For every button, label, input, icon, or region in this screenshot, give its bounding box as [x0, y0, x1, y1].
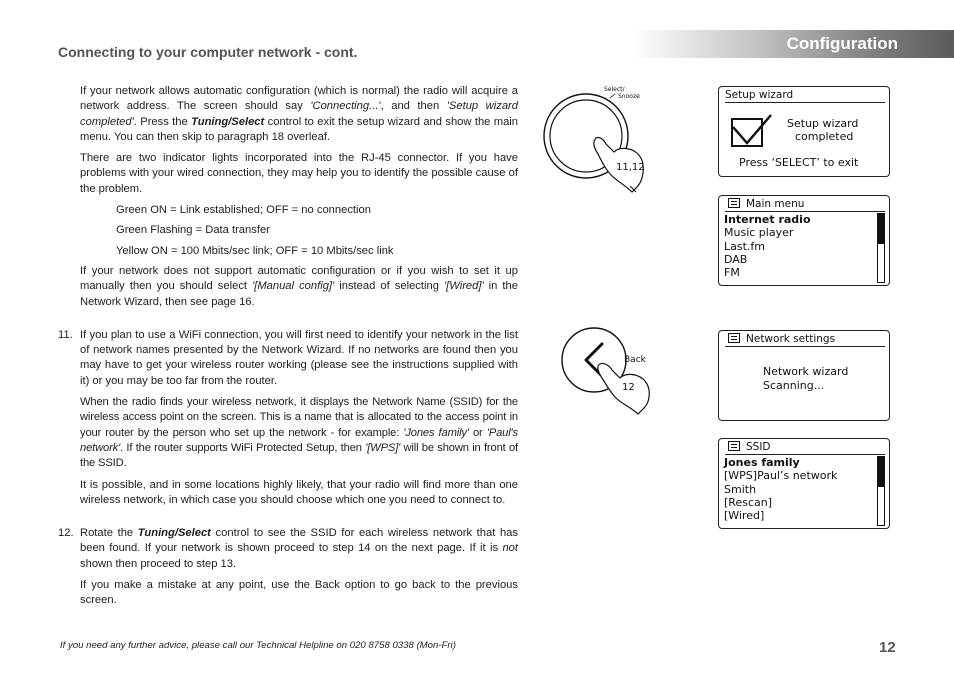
screen-title: SSID [725, 441, 885, 455]
step-number: 12. [58, 527, 74, 540]
menu-icon [728, 333, 740, 343]
paragraph-manual-config: If your network does not support automatic configuration or if you wish to set it up manually then you should select '[Manual config]' instead of selecting '[Wired]' in the Network Wizard, then see page 16. [80, 264, 518, 308]
menu-item[interactable]: Music player [724, 226, 794, 240]
lcd-main-menu [718, 195, 890, 286]
paragraph-ssid: When the radio finds your wireless network, it displays the Network Name (SSID) for the wireless access point on the screen. This is a name that is allocated to the access point in your router by the person who set up the network - for example: 'Jones family' or 'Paul's network'. If the router supports WiFi Protected Setup, then '[WPS]' will be shown in front of the SSID. [80, 396, 518, 470]
paragraph-indicator-lights: There are two indicator lights incorporated into the RJ-45 connector. If you have problems with your wired connection, they may help you to identify the possible cause of the problem. [80, 152, 518, 195]
step-number: 11. [58, 328, 73, 341]
scrollbar-thumb[interactable] [878, 457, 884, 487]
menu-item[interactable]: DAB [724, 252, 748, 266]
scanning-status: Scanning... [763, 379, 825, 392]
paragraph-back-option: If you make a mistake at any point, use the Back option to go back to the previous screen. [80, 579, 518, 607]
ssid-item[interactable]: [Wired] [724, 509, 765, 523]
menu-icon [728, 198, 740, 208]
footer-helpline-note: If you need any further advice, please call our Technical Helpline on 020 8758 0338 (Mon-Fri) [60, 640, 456, 651]
indicator-item: Yellow ON = 100 Mbits/sec link; OFF = 10 Mbits/sec link [116, 244, 394, 257]
indicator-item: Green ON = Link established; OFF = no connection [116, 204, 371, 217]
menu-list [724, 213, 811, 279]
network-wizard-label: Network wizard [763, 365, 849, 378]
page-title: Configuration [786, 34, 898, 53]
ssid-item[interactable]: [Rescan] [724, 495, 772, 509]
dial-label-line2: Snooze [618, 93, 640, 100]
page-number: 12 [879, 639, 896, 656]
screen-title: Main menu [725, 198, 885, 212]
wizard-message-line2: completed [795, 130, 854, 143]
checkmark-icon [729, 113, 775, 149]
lcd-ssid [718, 438, 890, 529]
back-button-illustration [558, 324, 668, 419]
indicator-item: Green Flashing = Data transfer [116, 224, 270, 237]
text-column [58, 84, 518, 615]
dial-label-line1: Select/ [604, 86, 625, 93]
menu-item[interactable]: FM [724, 266, 740, 280]
screen-title: Setup wizard [725, 89, 885, 103]
screen-title: Network settings [725, 333, 885, 347]
lcd-setup-wizard [718, 86, 890, 177]
wizard-exit-hint: Press ‘SELECT’ to exit [739, 156, 859, 169]
menu-item-selected[interactable]: Internet radio [724, 213, 811, 226]
dial-step-label: 11,12 [616, 162, 645, 173]
step-11: 11. If you plan to use a WiFi connection, you will first need to identify your network in the list of network names presented by the Network Wizard. If no networks are found then you may have to get your wireless router working (please see the instructions supplied with it) or you may be too far from the router. [58, 328, 518, 387]
scrollbar-thumb[interactable] [878, 214, 884, 244]
ssid-item[interactable]: Smith [724, 482, 757, 496]
menu-icon [728, 441, 740, 451]
scrollbar[interactable] [877, 213, 885, 283]
scrollbar[interactable] [877, 456, 885, 526]
lcd-network-settings [718, 330, 890, 421]
wizard-message-line1: Setup wizard [787, 117, 859, 130]
ssid-list [724, 456, 837, 522]
tuning-dial-illustration [540, 82, 650, 197]
paragraph-auto-config: If your network allows automatic configuration (which is normal) the radio will acquire a network address. The screen should say 'Connecting...', and then 'Setup wizard completed'. Press the Tuning/Select control to exit the setup wizard and show the main menu. You can then skip to paragraph 18 overleaf. [80, 85, 519, 143]
paragraph-multiple-networks: It is possible, and in some locations highly likely, that your radio will find more than one wireless network, in which case you should choose which one you need to connect to. [80, 478, 518, 506]
step-12: 12. Rotate the Tuning/Select control to see the SSID for each wireless network that has been found. If your network is shown proceed to step 14 on the next page. If it is not shown then proceed to step 13. [58, 527, 518, 570]
back-label: Back [624, 355, 646, 365]
menu-item[interactable]: Last.fm [724, 239, 765, 253]
ssid-item-selected[interactable]: Jones family [724, 456, 800, 469]
section-heading: Connecting to your computer network - cont. [58, 44, 358, 60]
ssid-item[interactable]: [WPS]Paul’s network [724, 469, 838, 483]
back-step-label: 12 [622, 382, 635, 393]
